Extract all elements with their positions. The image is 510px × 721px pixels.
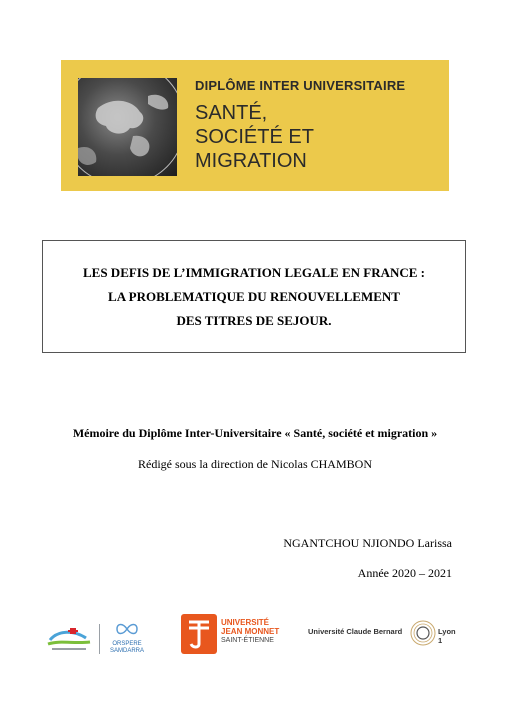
memoire-line: Mémoire du Diplôme Inter-Universitaire « Santé, société et migration »	[72, 426, 438, 440]
orspere-line-1: ORSPERE	[112, 641, 142, 647]
banner-line-1: DIPLÔME INTER UNIVERSITAIRE	[195, 78, 406, 93]
ucbl-circle-icon	[410, 620, 436, 646]
banner-line-3: SOCIÉTÉ ET	[195, 126, 314, 148]
ujm-line-3: SAINT-ÉTIENNE	[221, 637, 274, 644]
ucbl-text: Université Claude Bernard	[308, 627, 403, 636]
ucbl-logo	[308, 620, 458, 646]
title-line-2: LA PROBLEMATIQUE DU RENOUVELLEMENT	[108, 289, 400, 304]
globe-image	[78, 78, 177, 176]
banner-text	[195, 77, 405, 173]
thesis-title-box	[42, 240, 466, 353]
title-line-3: DES TITRES DE SEJOUR.	[176, 313, 332, 328]
vinatier-logo	[44, 622, 96, 656]
diploma-banner	[61, 60, 449, 191]
ujm-emblem-icon	[181, 614, 217, 654]
direction-line: Rédigé sous la direction de Nicolas CHAMBON	[138, 457, 372, 471]
ujm-logo	[181, 614, 293, 654]
banner-line-2: SANTÉ,	[195, 102, 268, 124]
orspere-logo	[104, 622, 150, 656]
infinity-icon	[104, 622, 150, 636]
ujm-line-2: JEAN MONNET	[221, 627, 280, 636]
title-line-1: LES DEFIS DE L’IMMIGRATION LEGALE EN FRANCE :	[82, 265, 426, 280]
logo-divider	[99, 624, 100, 654]
author-name: NGANTCHOU NJIONDO Larissa	[283, 536, 452, 550]
vinatier-logo-icon	[44, 622, 96, 656]
banner-line-4: MIGRATION	[195, 150, 307, 172]
orspere-line-2: SAMDARRA	[109, 648, 144, 654]
ujm-line-1: UNIVERSITÉ	[221, 618, 270, 627]
ucbl-lyon: Lyon 1	[438, 627, 456, 645]
academic-year: Année 2020 – 2021	[357, 566, 452, 580]
